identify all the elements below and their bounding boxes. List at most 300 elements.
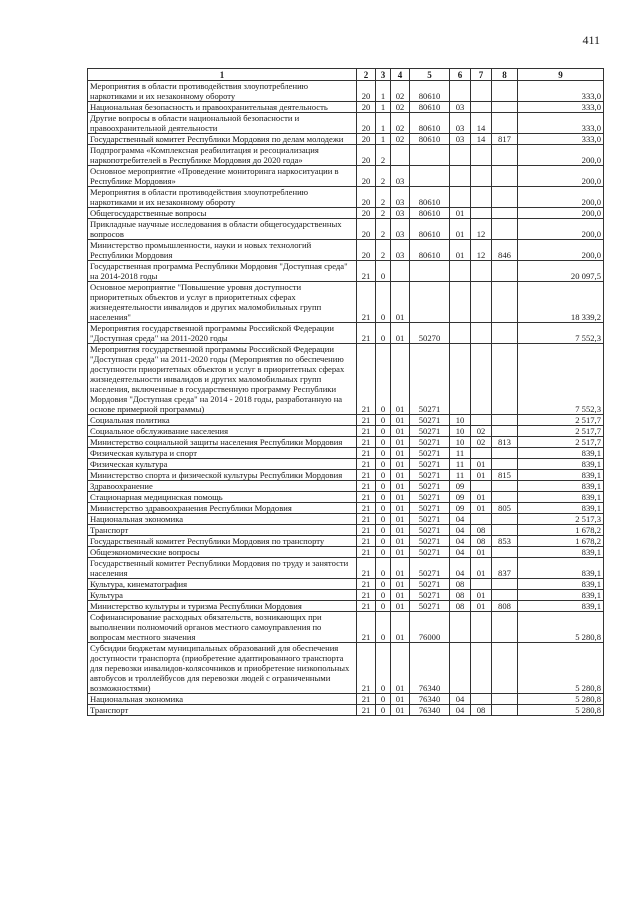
code-cell: 12 <box>471 219 492 240</box>
code-cell <box>450 282 471 323</box>
amount-cell: 5 280,8 <box>518 612 604 643</box>
table-row <box>88 579 604 590</box>
code-cell: 02 <box>471 426 492 437</box>
table-row <box>88 643 604 694</box>
code-cell: 04 <box>450 514 471 525</box>
table-row <box>88 323 604 344</box>
code-cell: 03 <box>450 102 471 113</box>
code-cell: 20 <box>357 102 376 113</box>
row-name: Мероприятия в области противодействия злоупотреблению наркотиками и их незаконному обороту <box>88 187 357 208</box>
code-cell: 0 <box>376 590 391 601</box>
code-cell <box>492 579 518 590</box>
code-cell <box>492 481 518 492</box>
code-cell: 14 <box>471 113 492 134</box>
code-cell: 21 <box>357 448 376 459</box>
code-cell: 50271 <box>410 448 450 459</box>
code-cell: 0 <box>376 437 391 448</box>
code-cell: 0 <box>376 481 391 492</box>
table-row <box>88 601 604 612</box>
code-cell <box>450 344 471 415</box>
code-cell <box>492 590 518 601</box>
amount-cell: 839,1 <box>518 448 604 459</box>
amount-cell: 839,1 <box>518 481 604 492</box>
code-cell: 21 <box>357 459 376 470</box>
code-cell: 50271 <box>410 415 450 426</box>
code-cell: 21 <box>357 492 376 503</box>
code-cell <box>492 187 518 208</box>
code-cell: 0 <box>376 492 391 503</box>
code-cell <box>492 261 518 282</box>
code-cell: 21 <box>357 612 376 643</box>
code-cell <box>391 261 410 282</box>
table-row <box>88 492 604 503</box>
code-cell: 20 <box>357 81 376 102</box>
header-cell: 2 <box>357 69 376 81</box>
code-cell: 50271 <box>410 525 450 536</box>
code-cell <box>471 448 492 459</box>
table-row <box>88 536 604 547</box>
table-row <box>88 166 604 187</box>
code-cell: 08 <box>471 525 492 536</box>
table-row <box>88 208 604 219</box>
code-cell: 03 <box>391 219 410 240</box>
code-cell <box>492 514 518 525</box>
code-cell: 21 <box>357 601 376 612</box>
code-cell <box>492 81 518 102</box>
code-cell: 01 <box>450 219 471 240</box>
code-cell <box>492 282 518 323</box>
header-cell: 8 <box>492 69 518 81</box>
code-cell: 10 <box>450 426 471 437</box>
code-cell: 20 <box>357 208 376 219</box>
code-cell: 08 <box>450 601 471 612</box>
table-row <box>88 102 604 113</box>
code-cell: 76340 <box>410 643 450 694</box>
code-cell <box>471 166 492 187</box>
code-cell <box>492 323 518 344</box>
row-name: Транспорт <box>88 525 357 536</box>
row-name: Физическая культура и спорт <box>88 448 357 459</box>
code-cell: 01 <box>471 503 492 514</box>
code-cell: 01 <box>391 459 410 470</box>
amount-cell: 2 517,7 <box>518 437 604 448</box>
code-cell: 0 <box>376 705 391 716</box>
code-cell: 50271 <box>410 481 450 492</box>
code-cell: 76000 <box>410 612 450 643</box>
amount-cell: 200,0 <box>518 187 604 208</box>
amount-cell: 1 678,2 <box>518 536 604 547</box>
code-cell: 50271 <box>410 470 450 481</box>
row-name: Государственный комитет Республики Мордовия по транспорту <box>88 536 357 547</box>
code-cell: 20 <box>357 134 376 145</box>
code-cell <box>492 492 518 503</box>
code-cell: 0 <box>376 470 391 481</box>
code-cell: 21 <box>357 514 376 525</box>
code-cell <box>450 323 471 344</box>
code-cell <box>492 459 518 470</box>
code-cell: 0 <box>376 282 391 323</box>
table-body <box>88 81 604 716</box>
code-cell: 01 <box>391 547 410 558</box>
code-cell: 50271 <box>410 601 450 612</box>
code-cell: 50271 <box>410 536 450 547</box>
code-cell <box>492 166 518 187</box>
row-name: Министерство культуры и туризма Республики Мордовия <box>88 601 357 612</box>
code-cell <box>471 323 492 344</box>
header-cell: 6 <box>450 69 471 81</box>
code-cell: 09 <box>450 503 471 514</box>
code-cell: 03 <box>450 134 471 145</box>
amount-cell: 839,1 <box>518 492 604 503</box>
code-cell: 80610 <box>410 113 450 134</box>
amount-cell: 200,0 <box>518 166 604 187</box>
row-name: Министерство социальной защиты населения Республики Мордовия <box>88 437 357 448</box>
code-cell: 20 <box>357 240 376 261</box>
code-cell: 2 <box>376 219 391 240</box>
code-cell: 0 <box>376 525 391 536</box>
row-name: Основное мероприятие "Повышение уровня доступности приоритетных объектов и услуг в приоритетных сферах жизнедеятельности инвалидов и других маломобильных групп населения" <box>88 282 357 323</box>
table-row <box>88 134 604 145</box>
amount-cell: 200,0 <box>518 208 604 219</box>
code-cell: 04 <box>450 558 471 579</box>
code-cell: 0 <box>376 536 391 547</box>
amount-cell: 839,1 <box>518 547 604 558</box>
amount-cell: 5 280,8 <box>518 643 604 694</box>
amount-cell: 333,0 <box>518 113 604 134</box>
code-cell: 21 <box>357 694 376 705</box>
code-cell: 21 <box>357 261 376 282</box>
header-cell: 7 <box>471 69 492 81</box>
code-cell <box>410 282 450 323</box>
code-cell <box>492 208 518 219</box>
code-cell <box>471 344 492 415</box>
code-cell: 21 <box>357 415 376 426</box>
code-cell: 21 <box>357 503 376 514</box>
amount-cell: 333,0 <box>518 81 604 102</box>
code-cell <box>471 102 492 113</box>
code-cell <box>492 643 518 694</box>
code-cell: 12 <box>471 240 492 261</box>
code-cell: 01 <box>471 459 492 470</box>
row-name: Государственная программа Республики Мордовия "Доступная среда" на 2014-2018 годы <box>88 261 357 282</box>
code-cell <box>450 166 471 187</box>
row-name: Другие вопросы в области национальной безопасности и правоохранительной деятельности <box>88 113 357 134</box>
code-cell: 0 <box>376 694 391 705</box>
code-cell <box>471 694 492 705</box>
code-cell: 01 <box>391 282 410 323</box>
row-name: Софинансирование расходных обязательств, возникающих при выполнении полномочий органов местного самоуправления по вопросам местного значения <box>88 612 357 643</box>
code-cell: 1 <box>376 113 391 134</box>
amount-cell: 5 280,8 <box>518 694 604 705</box>
code-cell <box>492 612 518 643</box>
code-cell: 03 <box>391 208 410 219</box>
amount-cell: 20 097,5 <box>518 261 604 282</box>
code-cell: 02 <box>391 81 410 102</box>
code-cell <box>471 208 492 219</box>
code-cell: 80610 <box>410 102 450 113</box>
code-cell: 11 <box>450 448 471 459</box>
table-row <box>88 415 604 426</box>
code-cell: 11 <box>450 459 471 470</box>
code-cell: 50271 <box>410 579 450 590</box>
amount-cell: 2 517,3 <box>518 514 604 525</box>
code-cell <box>450 643 471 694</box>
code-cell: 50271 <box>410 503 450 514</box>
amount-cell: 7 552,3 <box>518 344 604 415</box>
code-cell: 08 <box>450 579 471 590</box>
code-cell: 10 <box>450 415 471 426</box>
code-cell: 01 <box>471 558 492 579</box>
code-cell <box>492 219 518 240</box>
code-cell: 80610 <box>410 81 450 102</box>
table-row <box>88 558 604 579</box>
code-cell: 853 <box>492 536 518 547</box>
code-cell: 837 <box>492 558 518 579</box>
code-cell: 03 <box>391 187 410 208</box>
code-cell: 0 <box>376 547 391 558</box>
code-cell: 02 <box>391 113 410 134</box>
code-cell <box>492 344 518 415</box>
code-cell: 50271 <box>410 426 450 437</box>
code-cell <box>492 694 518 705</box>
code-cell: 50271 <box>410 437 450 448</box>
code-cell: 01 <box>391 536 410 547</box>
table-row <box>88 694 604 705</box>
code-cell: 0 <box>376 261 391 282</box>
code-cell: 76340 <box>410 705 450 716</box>
code-cell <box>492 426 518 437</box>
amount-cell: 200,0 <box>518 240 604 261</box>
code-cell <box>471 481 492 492</box>
code-cell: 50271 <box>410 344 450 415</box>
amount-cell: 333,0 <box>518 134 604 145</box>
row-name: Национальная экономика <box>88 514 357 525</box>
row-name: Культура, кинематография <box>88 579 357 590</box>
code-cell <box>410 166 450 187</box>
code-cell: 08 <box>471 705 492 716</box>
table-row <box>88 145 604 166</box>
code-cell <box>410 261 450 282</box>
row-name: Общеэкономические вопросы <box>88 547 357 558</box>
amount-cell: 7 552,3 <box>518 323 604 344</box>
row-name: Министерство промышленности, науки и новых технологий Республики Мордовия <box>88 240 357 261</box>
header-cell: 1 <box>88 69 357 81</box>
code-cell: 21 <box>357 282 376 323</box>
code-cell <box>492 525 518 536</box>
code-cell <box>471 282 492 323</box>
code-cell <box>492 102 518 113</box>
code-cell: 80610 <box>410 219 450 240</box>
amount-cell: 1 678,2 <box>518 525 604 536</box>
code-cell: 01 <box>391 492 410 503</box>
code-cell: 21 <box>357 590 376 601</box>
code-cell <box>492 448 518 459</box>
table-row <box>88 282 604 323</box>
code-cell <box>471 187 492 208</box>
table-row <box>88 547 604 558</box>
code-cell: 21 <box>357 525 376 536</box>
amount-cell: 839,1 <box>518 470 604 481</box>
code-cell: 2 <box>376 166 391 187</box>
header-row <box>88 69 604 81</box>
amount-cell: 839,1 <box>518 558 604 579</box>
code-cell: 01 <box>391 601 410 612</box>
code-cell: 20 <box>357 219 376 240</box>
code-cell: 01 <box>391 426 410 437</box>
table-row <box>88 187 604 208</box>
code-cell: 02 <box>471 437 492 448</box>
code-cell: 01 <box>391 503 410 514</box>
code-cell <box>450 145 471 166</box>
code-cell: 01 <box>450 240 471 261</box>
code-cell: 01 <box>471 492 492 503</box>
code-cell: 817 <box>492 134 518 145</box>
code-cell: 21 <box>357 643 376 694</box>
code-cell: 01 <box>391 643 410 694</box>
code-cell: 01 <box>471 547 492 558</box>
table-row <box>88 481 604 492</box>
code-cell: 20 <box>357 113 376 134</box>
code-cell: 03 <box>391 166 410 187</box>
amount-cell: 839,1 <box>518 459 604 470</box>
code-cell: 01 <box>391 558 410 579</box>
code-cell: 04 <box>450 705 471 716</box>
code-cell: 01 <box>391 705 410 716</box>
code-cell: 01 <box>450 208 471 219</box>
code-cell: 1 <box>376 81 391 102</box>
code-cell: 0 <box>376 459 391 470</box>
code-cell: 14 <box>471 134 492 145</box>
code-cell: 2 <box>376 208 391 219</box>
amount-cell: 2 517,7 <box>518 426 604 437</box>
code-cell: 08 <box>450 590 471 601</box>
amount-cell: 839,1 <box>518 503 604 514</box>
table-row <box>88 81 604 102</box>
code-cell: 01 <box>391 437 410 448</box>
code-cell: 815 <box>492 470 518 481</box>
code-cell <box>492 415 518 426</box>
code-cell: 80610 <box>410 187 450 208</box>
code-cell: 20 <box>357 145 376 166</box>
table-row <box>88 525 604 536</box>
code-cell: 21 <box>357 705 376 716</box>
table-row <box>88 470 604 481</box>
code-cell: 01 <box>391 579 410 590</box>
table-row <box>88 240 604 261</box>
amount-cell: 200,0 <box>518 219 604 240</box>
table-row <box>88 448 604 459</box>
table-row <box>88 503 604 514</box>
code-cell <box>492 113 518 134</box>
code-cell: 01 <box>391 525 410 536</box>
code-cell: 50271 <box>410 514 450 525</box>
code-cell <box>471 261 492 282</box>
code-cell: 21 <box>357 437 376 448</box>
row-name: Прикладные научные исследования в области общегосударственных вопросов <box>88 219 357 240</box>
amount-cell: 2 517,7 <box>518 415 604 426</box>
code-cell: 1 <box>376 134 391 145</box>
code-cell: 0 <box>376 514 391 525</box>
code-cell <box>492 547 518 558</box>
code-cell: 04 <box>450 536 471 547</box>
code-cell: 0 <box>376 612 391 643</box>
header-cell: 9 <box>518 69 604 81</box>
code-cell: 1 <box>376 102 391 113</box>
code-cell: 2 <box>376 240 391 261</box>
row-name: Основное мероприятие «Проведение мониторинга наркоситуации в Республике Мордовия» <box>88 166 357 187</box>
code-cell <box>471 415 492 426</box>
amount-cell: 839,1 <box>518 590 604 601</box>
row-name: Подпрограмма «Комплексная реабилитация и ресоциализация наркопотребителей в Республике Мордовия до 2020 года» <box>88 145 357 166</box>
code-cell: 09 <box>450 492 471 503</box>
table-row <box>88 344 604 415</box>
code-cell: 21 <box>357 579 376 590</box>
row-name: Стационарная медицинская помощь <box>88 492 357 503</box>
code-cell: 0 <box>376 323 391 344</box>
code-cell: 0 <box>376 448 391 459</box>
code-cell: 01 <box>391 612 410 643</box>
amount-cell: 18 339,2 <box>518 282 604 323</box>
table-row <box>88 437 604 448</box>
code-cell: 04 <box>450 547 471 558</box>
code-cell: 01 <box>391 481 410 492</box>
row-name: Субсидии бюджетам муниципальных образований для обеспечения доступности транспорта (приобретение адаптированного транспорта для перевозки инвалидов-колясочников и приобретение низкопольных автобусов и троллейбусов для перевозки людей с ограниченными возможностями) <box>88 643 357 694</box>
code-cell <box>450 187 471 208</box>
code-cell: 01 <box>391 694 410 705</box>
code-cell: 11 <box>450 470 471 481</box>
code-cell: 04 <box>450 525 471 536</box>
code-cell: 21 <box>357 481 376 492</box>
row-name: Социальное обслуживание населения <box>88 426 357 437</box>
code-cell <box>492 145 518 166</box>
row-name: Министерство здравоохранения Республики Мордовия <box>88 503 357 514</box>
code-cell: 2 <box>376 145 391 166</box>
page-number: 411 <box>582 33 600 47</box>
code-cell: 2 <box>376 187 391 208</box>
code-cell <box>410 145 450 166</box>
code-cell: 01 <box>471 590 492 601</box>
code-cell <box>450 81 471 102</box>
code-cell: 01 <box>391 514 410 525</box>
code-cell: 813 <box>492 437 518 448</box>
row-name: Культура <box>88 590 357 601</box>
code-cell: 50271 <box>410 590 450 601</box>
table-row <box>88 219 604 240</box>
row-name: Национальная экономика <box>88 694 357 705</box>
code-cell: 0 <box>376 503 391 514</box>
row-name: Государственный комитет Республики Мордовия по делам молодежи <box>88 134 357 145</box>
code-cell: 21 <box>357 547 376 558</box>
row-name: Национальная безопасность и правоохранительная деятельность <box>88 102 357 113</box>
code-cell <box>471 643 492 694</box>
row-name: Физическая культура <box>88 459 357 470</box>
code-cell: 08 <box>471 536 492 547</box>
code-cell: 80610 <box>410 134 450 145</box>
code-cell: 01 <box>391 344 410 415</box>
code-cell: 808 <box>492 601 518 612</box>
code-cell: 01 <box>471 470 492 481</box>
table-row <box>88 426 604 437</box>
code-cell: 21 <box>357 558 376 579</box>
code-cell <box>391 145 410 166</box>
code-cell: 21 <box>357 426 376 437</box>
code-cell: 03 <box>450 113 471 134</box>
row-name: Транспорт <box>88 705 357 716</box>
amount-cell: 839,1 <box>518 601 604 612</box>
code-cell: 02 <box>391 134 410 145</box>
code-cell: 01 <box>391 470 410 481</box>
code-cell <box>471 612 492 643</box>
